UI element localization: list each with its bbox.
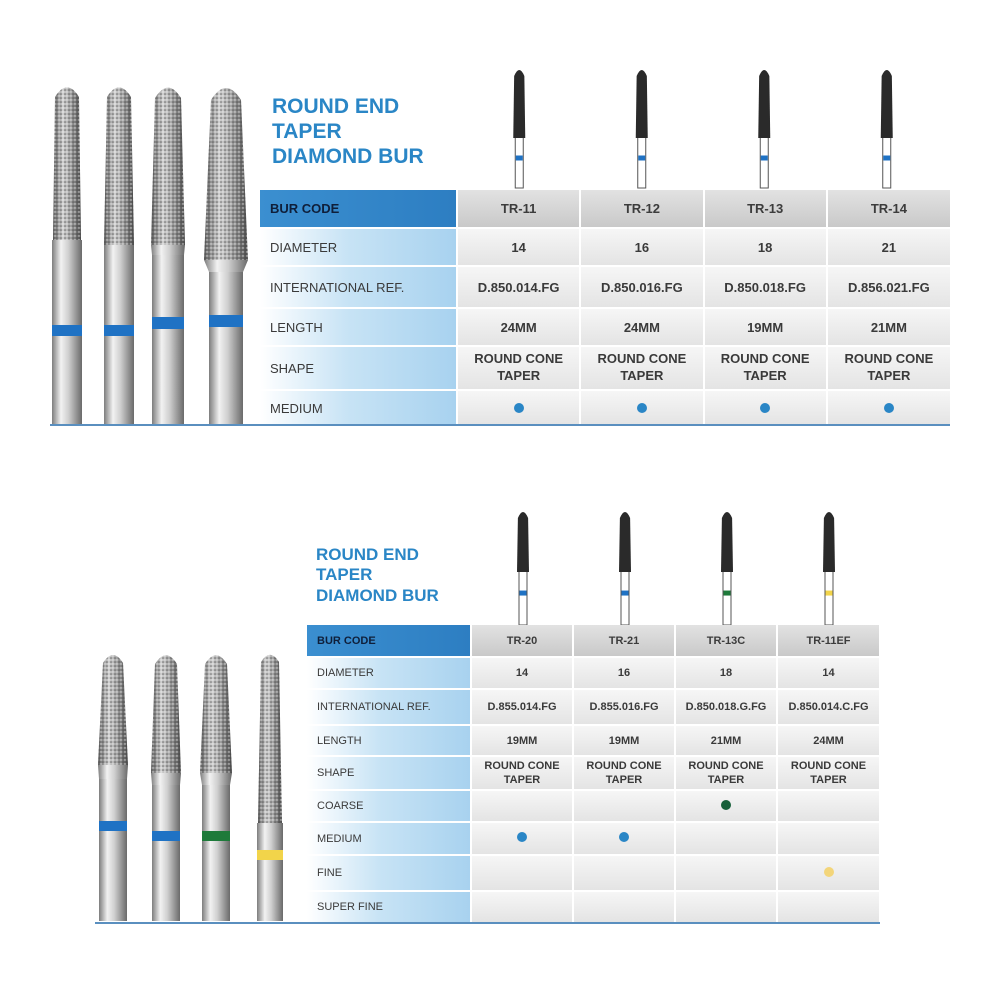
- diamond-bur-icon: [151, 88, 185, 425]
- bottom-shape-line-1: ROUND CONE: [484, 759, 560, 772]
- top-shape: [827, 346, 950, 390]
- bur-silhouette-icon: [619, 512, 631, 625]
- top-shape-line-1: ROUND CONE: [597, 351, 687, 367]
- top-shape-line-1: ROUND CONE: [474, 351, 564, 367]
- bottom-shape-line-2: TAPER: [605, 774, 643, 786]
- grit-dot-icon: [514, 403, 524, 413]
- bottom-row-label: INTERNATIONAL REF.: [307, 689, 471, 725]
- top-bur-code: TR-11: [457, 190, 580, 228]
- bur-silhouette-icon: [881, 70, 893, 188]
- bottom-bur-photos: [90, 653, 305, 923]
- top-shape-line-2: TAPER: [743, 368, 787, 383]
- top-cell: [580, 390, 703, 426]
- top-row-label: MEDIUM: [260, 390, 457, 426]
- top-length: 19MM: [704, 308, 827, 346]
- top-bur-code: TR-12: [580, 190, 703, 228]
- top-length: 24MM: [457, 308, 580, 346]
- bottom-row: [307, 625, 879, 657]
- top-row-label: SHAPE: [260, 346, 457, 390]
- bottom-shape: [471, 756, 573, 790]
- top-bur-code: TR-14: [827, 190, 950, 228]
- top-diameter: 16: [580, 228, 703, 266]
- top-shape-line-2: TAPER: [497, 368, 541, 383]
- top-shape: [580, 346, 703, 390]
- bottom-cell: [675, 790, 777, 822]
- bottom-row-label: LENGTH: [307, 725, 471, 756]
- bur-silhouette-icon: [636, 70, 648, 188]
- top-international-ref: D.856.021.FG: [827, 266, 950, 308]
- top-row-label: LENGTH: [260, 308, 457, 346]
- bottom-title: [316, 545, 439, 606]
- bottom-bur-code: TR-20: [471, 625, 573, 657]
- top-title-line-2: TAPER: [272, 120, 342, 144]
- top-row: [260, 228, 950, 266]
- top-shape: [457, 346, 580, 390]
- bottom-shape: [777, 756, 879, 790]
- bottom-cell: [471, 822, 573, 855]
- bottom-row-label: FINE: [307, 855, 471, 891]
- bottom-title-line-3: DIAMOND BUR: [316, 585, 439, 605]
- bottom-title-line-2: TAPER: [316, 565, 373, 585]
- top-panel: [0, 0, 1000, 440]
- top-row: [260, 346, 950, 390]
- bottom-row: [307, 822, 879, 855]
- top-shape-line-2: TAPER: [867, 368, 911, 383]
- bottom-international-ref: D.850.018.G.FG: [675, 689, 777, 725]
- diamond-bur-icon: [200, 655, 232, 921]
- top-international-ref: D.850.018.FG: [704, 266, 827, 308]
- diamond-bur-icon: [204, 88, 248, 425]
- bottom-row: [307, 855, 879, 891]
- top-international-ref: D.850.016.FG: [580, 266, 703, 308]
- bottom-row: [307, 657, 879, 689]
- bottom-international-ref: D.855.014.FG: [471, 689, 573, 725]
- bottom-length: 21MM: [675, 725, 777, 756]
- bottom-shape-line-1: ROUND CONE: [688, 759, 764, 772]
- bottom-diameter: 18: [675, 657, 777, 689]
- bottom-row: [307, 891, 879, 923]
- bottom-cell: [675, 891, 777, 923]
- bottom-bur-code: TR-11EF: [777, 625, 879, 657]
- top-bur-code: TR-13: [704, 190, 827, 228]
- diamond-bur-icon: [104, 87, 134, 425]
- bottom-baseline: [95, 922, 880, 924]
- top-row: [260, 266, 950, 308]
- top-row-label: DIAMETER: [260, 228, 457, 266]
- bottom-row-label: MEDIUM: [307, 822, 471, 855]
- top-title: [272, 94, 424, 170]
- top-spec-table: [260, 190, 950, 427]
- top-bur-photos: [40, 85, 255, 430]
- grit-dot-icon: [721, 800, 731, 810]
- top-shape: [704, 346, 827, 390]
- top-cell: [827, 390, 950, 426]
- bottom-title-line-1: ROUND END: [316, 545, 419, 564]
- top-row-label: BUR CODE: [260, 190, 457, 228]
- bottom-diameter: 14: [471, 657, 573, 689]
- bottom-cell: [573, 790, 675, 822]
- top-row: [260, 308, 950, 346]
- bottom-bur-silhouettes: [472, 512, 880, 627]
- bottom-cell: [675, 822, 777, 855]
- grit-dot-icon: [760, 403, 770, 413]
- bottom-shape-line-2: TAPER: [503, 774, 541, 786]
- bur-silhouette-icon: [721, 512, 733, 625]
- top-international-ref: D.850.014.FG: [457, 266, 580, 308]
- top-title-line-1: ROUND END: [272, 95, 400, 118]
- top-row: [260, 190, 950, 228]
- bottom-cell: [777, 891, 879, 923]
- bottom-cell: [573, 822, 675, 855]
- bottom-cell: [777, 822, 879, 855]
- top-cell: [457, 390, 580, 426]
- bur-silhouette-icon: [513, 70, 525, 188]
- bottom-shape-line-2: TAPER: [810, 774, 847, 786]
- bottom-row-label: SUPER FINE: [307, 891, 471, 923]
- top-length: 21MM: [827, 308, 950, 346]
- top-shape-line-1: ROUND CONE: [720, 351, 810, 367]
- grit-dot-icon: [884, 403, 894, 413]
- bottom-row: [307, 756, 879, 790]
- bottom-shape-line-1: ROUND CONE: [586, 759, 662, 772]
- grit-dot-icon: [637, 403, 647, 413]
- top-cell: [704, 390, 827, 426]
- bottom-cell: [573, 891, 675, 923]
- bottom-cell: [573, 855, 675, 891]
- grit-dot-icon: [619, 832, 629, 842]
- bottom-row-label: SHAPE: [307, 756, 471, 790]
- bottom-length: 19MM: [471, 725, 573, 756]
- bur-silhouette-icon: [823, 512, 835, 625]
- bottom-cell: [777, 790, 879, 822]
- bottom-row-label: COARSE: [307, 790, 471, 822]
- bottom-shape: [573, 756, 675, 790]
- bottom-cell: [777, 855, 879, 891]
- bottom-spec-table: [307, 625, 879, 924]
- bottom-length: 19MM: [573, 725, 675, 756]
- bottom-shape-line-2: TAPER: [707, 774, 745, 786]
- top-diameter: 21: [827, 228, 950, 266]
- diamond-bur-icon: [52, 87, 82, 425]
- bur-silhouette-icon: [517, 512, 529, 625]
- bottom-international-ref: D.855.016.FG: [573, 689, 675, 725]
- top-shape-line-1: ROUND CONE: [844, 351, 934, 367]
- top-row: [260, 390, 950, 426]
- bottom-shape-line-1: ROUND CONE: [790, 759, 867, 772]
- diamond-bur-icon: [151, 655, 181, 921]
- bottom-diameter: 14: [777, 657, 879, 689]
- diamond-bur-icon: [98, 655, 128, 921]
- top-baseline: [50, 424, 950, 426]
- bottom-row: [307, 689, 879, 725]
- bottom-cell: [471, 855, 573, 891]
- bottom-shape: [675, 756, 777, 790]
- top-shape-line-2: TAPER: [620, 368, 664, 383]
- diamond-bur-icon: [257, 655, 283, 921]
- bottom-bur-code: TR-21: [573, 625, 675, 657]
- top-bur-silhouettes: [458, 70, 948, 190]
- bottom-length: 24MM: [777, 725, 879, 756]
- bottom-cell: [471, 790, 573, 822]
- top-row-label: INTERNATIONAL REF.: [260, 266, 457, 308]
- bottom-bur-code: TR-13C: [675, 625, 777, 657]
- grit-dot-icon: [517, 832, 527, 842]
- bottom-row-label: DIAMETER: [307, 657, 471, 689]
- bottom-row-label: BUR CODE: [307, 625, 471, 657]
- top-title-line-3: DIAMOND BUR: [272, 145, 424, 169]
- bottom-row: [307, 790, 879, 822]
- bottom-international-ref: D.850.014.C.FG: [777, 689, 879, 725]
- top-diameter: 14: [457, 228, 580, 266]
- bottom-row: [307, 725, 879, 756]
- bottom-cell: [471, 891, 573, 923]
- bur-silhouette-icon: [758, 70, 770, 188]
- top-length: 24MM: [580, 308, 703, 346]
- bottom-diameter: 16: [573, 657, 675, 689]
- top-diameter: 18: [704, 228, 827, 266]
- bottom-panel: [0, 440, 1000, 1000]
- bottom-cell: [675, 855, 777, 891]
- grit-dot-icon: [824, 867, 834, 877]
